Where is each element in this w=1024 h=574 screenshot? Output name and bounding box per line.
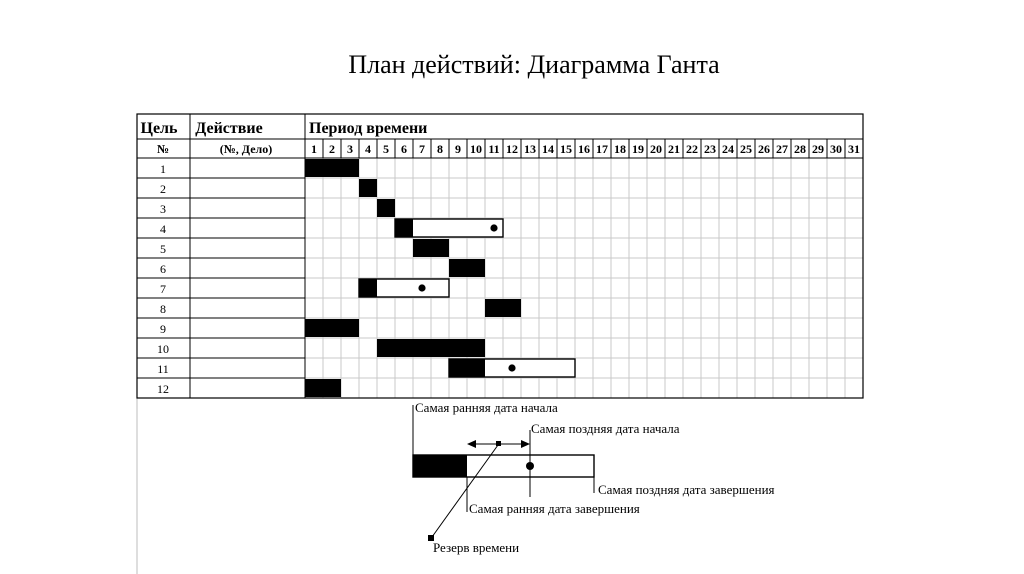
day-label: 25	[740, 142, 752, 156]
day-label: 28	[794, 142, 806, 156]
day-label: 27	[776, 142, 788, 156]
day-label: 11	[488, 142, 500, 156]
day-label: 19	[632, 142, 644, 156]
day-label: 15	[560, 142, 572, 156]
day-label: 7	[419, 142, 425, 156]
late-start-marker	[490, 224, 497, 231]
task-bar	[395, 219, 413, 237]
day-label: 20	[650, 142, 662, 156]
task-bar	[359, 179, 377, 197]
row-number: 10	[157, 342, 169, 356]
day-label: 5	[383, 142, 389, 156]
day-label: 14	[542, 142, 554, 156]
table-frame	[137, 114, 863, 398]
task-bar	[359, 279, 377, 297]
label-slack: Резерв времени	[433, 540, 520, 555]
row-number: 11	[157, 362, 169, 376]
row-number: 3	[160, 202, 166, 216]
task-bar	[413, 239, 449, 257]
row-number: 12	[157, 382, 169, 396]
day-label: 21	[668, 142, 680, 156]
row-number: 4	[160, 222, 166, 236]
row-number: 7	[160, 282, 166, 296]
day-label: 12	[506, 142, 518, 156]
task-bar	[449, 259, 485, 277]
day-label: 26	[758, 142, 770, 156]
row-number: 2	[160, 182, 166, 196]
slack-arrow-right	[521, 440, 530, 448]
day-label: 8	[437, 142, 443, 156]
row-number: 5	[160, 242, 166, 256]
gantt-grid	[305, 158, 863, 398]
day-label: 13	[524, 142, 536, 156]
day-label: 6	[401, 142, 407, 156]
day-label: 1	[311, 142, 317, 156]
late-start-marker	[418, 284, 425, 291]
label-late-finish: Самая поздняя дата завершения	[598, 482, 775, 497]
slack-arrow-left	[467, 440, 476, 448]
day-label: 30	[830, 142, 842, 156]
subheader-action: (№, Дело)	[219, 142, 273, 156]
task-bar	[449, 359, 485, 377]
subheader-goal: №	[156, 142, 170, 156]
header-goal: Цель	[140, 120, 178, 137]
header-action: Действие	[195, 120, 263, 137]
day-label: 3	[347, 142, 353, 156]
task-bar	[305, 159, 359, 177]
slack-marker-top	[496, 441, 501, 446]
late-start-marker	[508, 364, 515, 371]
day-label: 18	[614, 142, 626, 156]
day-label: 10	[470, 142, 482, 156]
day-label: 29	[812, 142, 824, 156]
day-label: 9	[455, 142, 461, 156]
row-number: 6	[160, 262, 166, 276]
day-label: 22	[686, 142, 698, 156]
slide-title: План действий: Диаграмма Ганта	[348, 50, 720, 79]
task-bar	[305, 379, 341, 397]
day-label: 2	[329, 142, 335, 156]
day-label: 31	[848, 142, 860, 156]
legend-bar	[413, 455, 467, 477]
row-number: 1	[160, 162, 166, 176]
task-bar	[485, 299, 521, 317]
label-early-start: Самая ранняя дата начала	[415, 400, 558, 415]
day-label: 16	[578, 142, 590, 156]
task-bar	[305, 319, 359, 337]
day-label: 17	[596, 142, 608, 156]
label-early-finish: Самая ранняя дата завершения	[469, 501, 640, 516]
task-bar	[377, 199, 395, 217]
task-bar	[377, 339, 485, 357]
row-number: 8	[160, 302, 166, 316]
header-period: Период времени	[309, 120, 428, 137]
label-late-start: Самая поздняя дата начала	[531, 421, 680, 436]
row-number: 9	[160, 322, 166, 336]
day-label: 4	[365, 142, 371, 156]
day-label: 23	[704, 142, 716, 156]
day-label: 24	[722, 142, 734, 156]
